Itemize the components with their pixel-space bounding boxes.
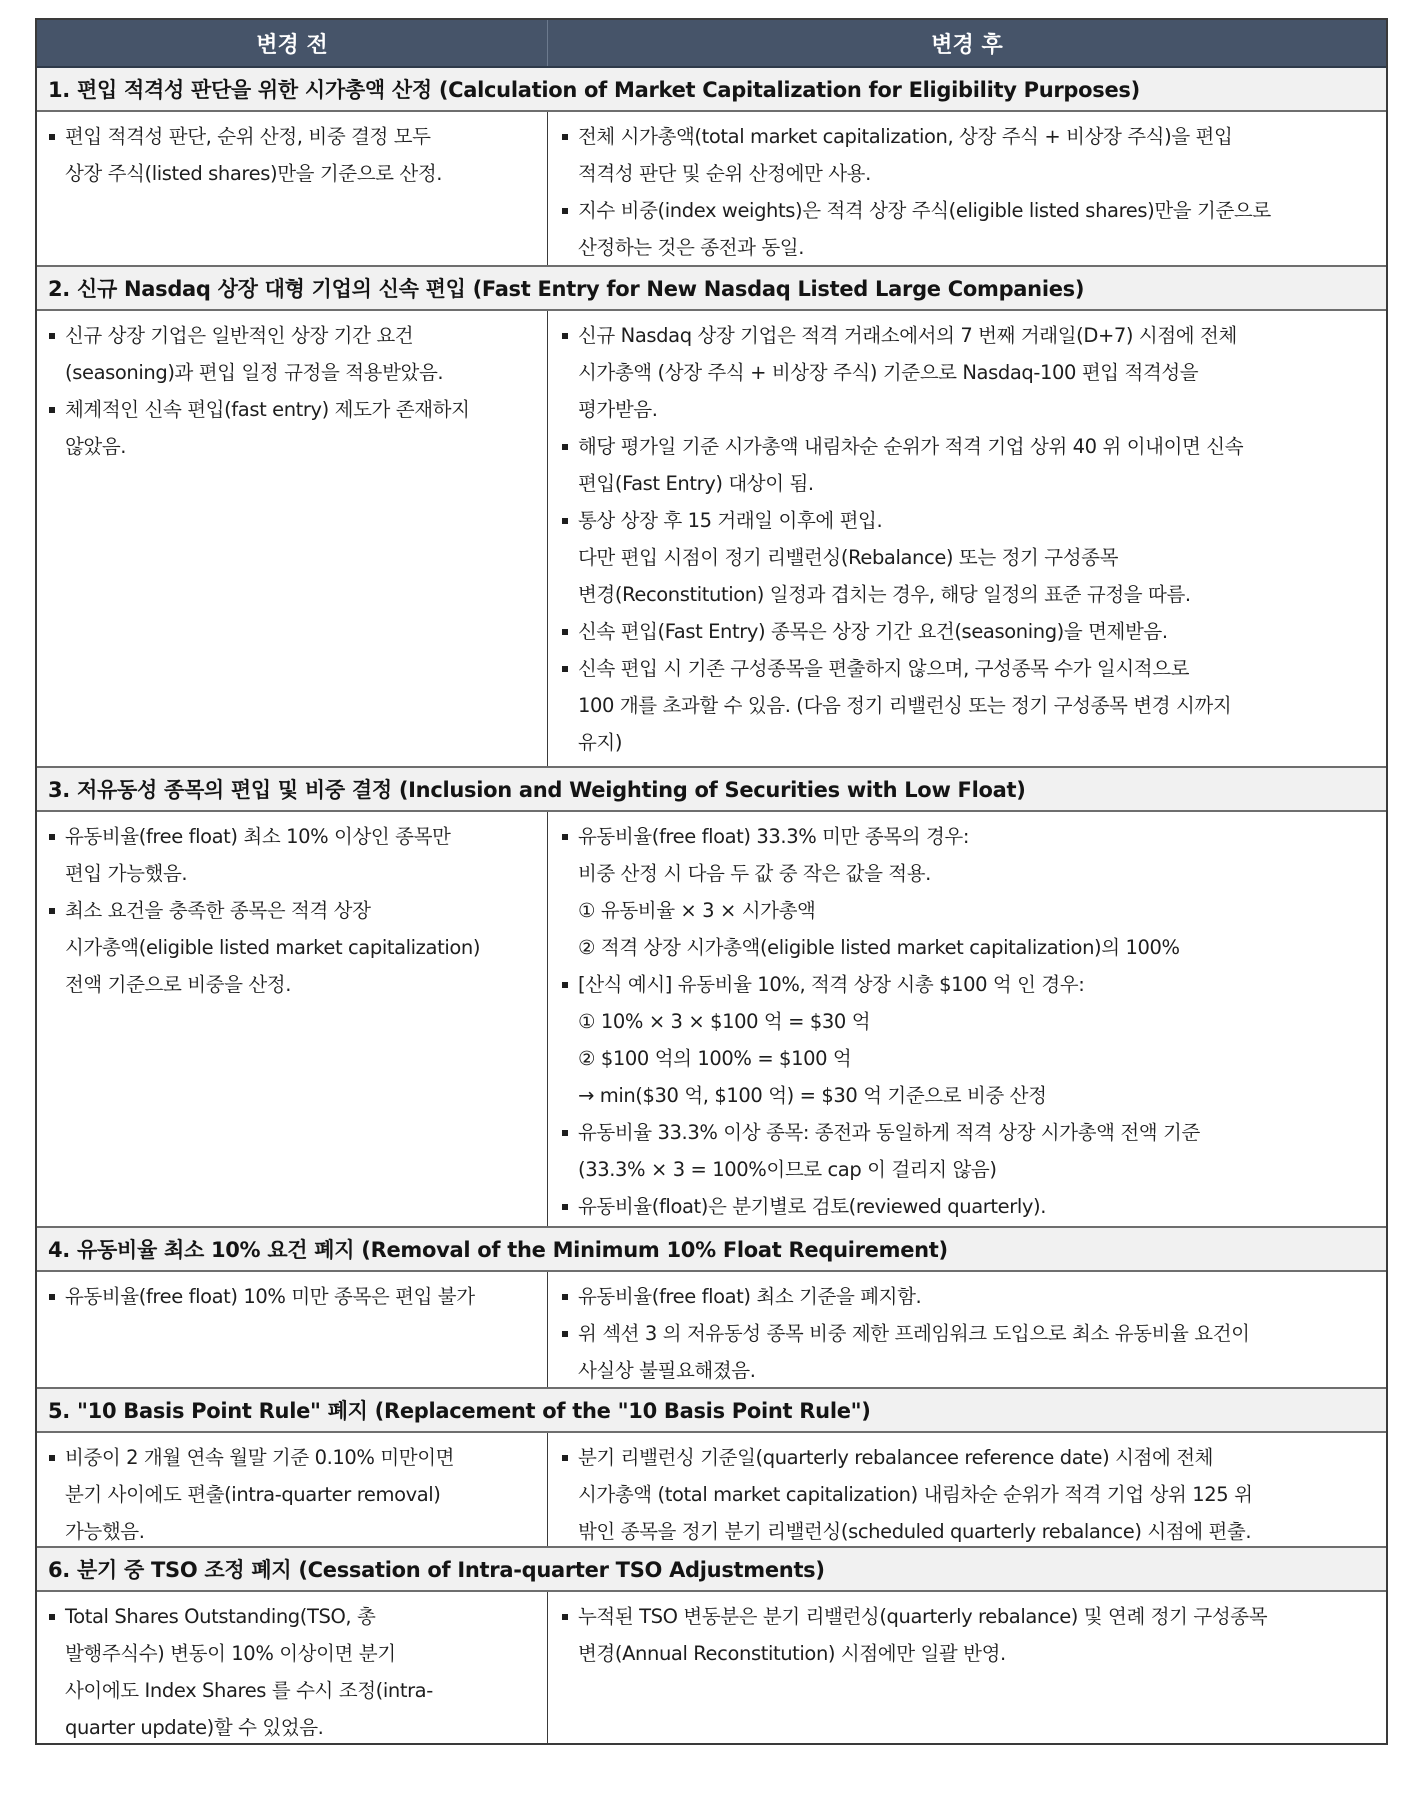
bullet-item xyxy=(560,818,1378,966)
bullet-line: 밖인 종목을 정기 분기 리밸런싱(scheduled quarterly rebalance) 시점에 편출. xyxy=(578,1520,1252,1543)
header-after: 변경 후 xyxy=(931,32,1003,58)
bullet-list xyxy=(47,1439,539,1550)
header-before: 변경 전 xyxy=(37,20,548,66)
section-title: 4. 유동비율 최소 10% 요건 폐지 (Removal of the Minimum 10% Float Requirement) xyxy=(37,1228,1386,1272)
bullet-line: 사실상 불필요해졌음. xyxy=(578,1359,756,1382)
bullet-item xyxy=(47,391,539,465)
section-row xyxy=(37,1272,1386,1389)
bullet-line: 유동비율(free float) 33.3% 미만 종목의 경우: xyxy=(578,825,969,848)
before-cell xyxy=(37,112,548,265)
bullet-list xyxy=(560,818,1378,1225)
bullet-item xyxy=(560,1188,1378,1225)
bullet-list xyxy=(47,818,539,1003)
bullet-line: 산정하는 것은 종전과 동일. xyxy=(578,236,805,259)
bullet-line: 않았음. xyxy=(65,435,127,458)
before-cell xyxy=(37,1272,548,1387)
bullet-list xyxy=(47,1278,539,1315)
bullet-item xyxy=(47,1439,539,1550)
bullet-line: 위 섹션 3 의 저유동성 종목 비중 제한 프레임워크 도입으로 최소 유동비율 요건이 xyxy=(578,1322,1250,1345)
bullet-item xyxy=(560,502,1378,613)
bullet-list xyxy=(560,1598,1378,1672)
after-cell xyxy=(548,311,1386,766)
section-row xyxy=(37,812,1386,1228)
bullet-line: 최소 요건을 충족한 종목은 적격 상장 xyxy=(65,899,371,922)
bullet-line: [산식 예시] 유동비율 10%, 적격 상장 시총 $100 억 인 경우: xyxy=(578,973,1085,996)
bullet-line: ① 유동비율 × 3 × 시가총액 xyxy=(578,899,816,922)
bullet-line: 다만 편입 시점이 정기 리밸런싱(Rebalance) 또는 정기 구성종목 xyxy=(578,546,1119,569)
bullet-line: 비중이 2 개월 연속 월말 기준 0.10% 미만이면 xyxy=(65,1446,455,1469)
bullet-line: 유동비율(free float) 최소 기준을 폐지함. xyxy=(578,1285,922,1308)
bullet-item xyxy=(560,1439,1378,1550)
bullet-line: 시가총액(eligible listed market capitalization) xyxy=(65,936,481,959)
bullet-line: ② $100 억의 100% = $100 억 xyxy=(578,1047,852,1070)
bullet-item xyxy=(47,1278,539,1315)
bullet-item xyxy=(560,1315,1378,1389)
bullet-line: 신규 Nasdaq 상장 기업은 적격 거래소에서의 7 번째 거래일(D+7) 시점에 전체 xyxy=(578,324,1237,347)
before-cell xyxy=(37,311,548,766)
bullet-line: 유지) xyxy=(578,731,623,754)
bullet-line: 유동비율 33.3% 이상 종목: 종전과 동일하게 적격 상장 시가총액 전액 기준 xyxy=(578,1121,1200,1144)
section-title: 5. "10 Basis Point Rule" 폐지 (Replacement of the "10 Basis Point Rule") xyxy=(37,1389,1386,1433)
section-title: 2. 신규 Nasdaq 상장 대형 기업의 신속 편입 (Fast Entry for New Nasdaq Listed Large Companies) xyxy=(37,267,1386,311)
bullet-line: 누적된 TSO 변동분은 분기 리밸런싱(quarterly rebalance) 및 연례 정기 구성종목 xyxy=(578,1605,1268,1628)
bullet-item xyxy=(560,1114,1378,1188)
bullet-item xyxy=(47,118,539,192)
bullet-line: 분기 리밸런싱 기준일(quarterly rebalancee reference date) 시점에 전체 xyxy=(578,1446,1214,1469)
bullet-line: 변경(Reconstitution) 일정과 겹치는 경우, 해당 일정의 표준 규정을 따름. xyxy=(578,583,1191,606)
bullet-list xyxy=(47,317,539,465)
section-title: 6. 분기 중 TSO 조정 폐지 (Cessation of Intra-quarter TSO Adjustments) xyxy=(37,1548,1386,1592)
section-row xyxy=(37,1592,1386,1743)
bullet-line: 유동비율(float)은 분기별로 검토(reviewed quarterly). xyxy=(578,1195,1047,1218)
bullet-line: 시가총액 (상장 주식 + 비상장 주식) 기준으로 Nasdaq-100 편입 적격성을 xyxy=(578,361,1199,384)
bullet-line: 유동비율(free float) 최소 10% 이상인 종목만 xyxy=(65,825,451,848)
bullet-line: 전체 시가총액(total market capitalization, 상장 주식 + 비상장 주식)을 편입 xyxy=(578,125,1233,148)
bullet-list xyxy=(560,1278,1378,1389)
bullet-line: quarter update)할 수 있었음. xyxy=(65,1716,324,1739)
bullet-line: 적격성 판단 및 순위 산정에만 사용. xyxy=(578,162,871,185)
bullet-line: 가능했음. xyxy=(65,1520,145,1543)
bullet-item xyxy=(560,317,1378,428)
bullet-line: 분기 사이에도 편출(intra-quarter removal) xyxy=(65,1483,441,1506)
bullet-item xyxy=(560,192,1378,266)
bullet-line: 통상 상장 후 15 거래일 이후에 편입. xyxy=(578,509,883,532)
bullet-line: (33.3% × 3 = 100%이므로 cap 이 걸리지 않음) xyxy=(578,1158,997,1181)
bullet-line: 시가총액 (total market capitalization) 내림차순 순위가 적격 기업 상위 125 위 xyxy=(578,1483,1253,1506)
table-header xyxy=(37,20,1386,68)
section-title: 3. 저유동성 종목의 편입 및 비중 결정 (Inclusion and Weighting of Securities with Low Float) xyxy=(37,768,1386,812)
bullet-line: 지수 비중(index weights)은 적격 상장 주식(eligible listed shares)만을 기준으로 xyxy=(578,199,1271,222)
bullet-line: 신속 편입 시 기존 구성종목을 편출하지 않으며, 구성종목 수가 일시적으로 xyxy=(578,657,1190,680)
bullet-line: 해당 평가일 기준 시가총액 내림차순 순위가 적격 기업 상위 40 위 이내이면 신속 xyxy=(578,435,1244,458)
after-cell xyxy=(548,812,1386,1226)
bullet-line: 유동비율(free float) 10% 미만 종목은 편입 불가 xyxy=(65,1285,475,1308)
bullet-line: 편입(Fast Entry) 대상이 됨. xyxy=(578,472,814,495)
bullet-line: 발행주식수) 변동이 10% 이상이면 분기 xyxy=(65,1642,396,1665)
bullet-item xyxy=(560,613,1378,650)
bullet-line: 100 개를 초과할 수 있음. (다음 정기 리밸런싱 또는 정기 구성종목 변경 시까지 xyxy=(578,694,1232,717)
before-cell xyxy=(37,812,548,1226)
comparison-table xyxy=(35,18,1388,1745)
bullet-item xyxy=(560,428,1378,502)
bullet-line: 전액 기준으로 비중을 산정. xyxy=(65,973,292,996)
bullet-line: 변경(Annual Reconstitution) 시점에만 일괄 반영. xyxy=(578,1642,1006,1665)
bullet-list xyxy=(560,118,1378,266)
bullet-item xyxy=(560,1598,1378,1672)
bullet-item xyxy=(560,650,1378,761)
bullet-line: ① 10% × 3 × $100 억 = $30 억 xyxy=(578,1010,871,1033)
after-cell xyxy=(548,1592,1386,1743)
section-title: 1. 편입 적격성 판단을 위한 시가총액 산정 (Calculation of Market Capitalization for Eligibility Purposes) xyxy=(37,68,1386,112)
bullet-list xyxy=(47,1598,539,1746)
bullet-list xyxy=(560,1439,1378,1550)
bullet-line: 편입 적격성 판단, 순위 산정, 비중 결정 모두 xyxy=(65,125,431,148)
sections-container xyxy=(37,68,1386,1743)
bullet-item xyxy=(560,966,1378,1114)
bullet-list xyxy=(47,118,539,192)
bullet-list xyxy=(560,317,1378,761)
bullet-line: (seasoning)과 편입 일정 규정을 적용받았음. xyxy=(65,361,444,384)
bullet-line: 신속 편입(Fast Entry) 종목은 상장 기간 요건(seasoning)을 면제받음. xyxy=(578,620,1168,643)
bullet-line: 상장 주식(listed shares)만을 기준으로 산정. xyxy=(65,162,443,185)
bullet-line: 편입 가능했음. xyxy=(65,862,188,885)
before-cell xyxy=(37,1592,548,1743)
bullet-item xyxy=(47,317,539,391)
section-row xyxy=(37,112,1386,267)
bullet-line: Total Shares Outstanding(TSO, 총 xyxy=(65,1605,376,1628)
after-cell xyxy=(548,1272,1386,1387)
bullet-line: → min($30 억, $100 억) = $30 억 기준으로 비중 산정 xyxy=(578,1084,1047,1107)
section-row xyxy=(37,1433,1386,1548)
bullet-line: 사이에도 Index Shares 를 수시 조정(intra- xyxy=(65,1679,433,1702)
bullet-line: 비중 산정 시 다음 두 값 중 작은 값을 적용. xyxy=(578,862,931,885)
bullet-item xyxy=(560,1278,1378,1315)
bullet-line: ② 적격 상장 시가총액(eligible listed market capitalization)의 100% xyxy=(578,936,1180,959)
bullet-item xyxy=(47,892,539,1003)
bullet-line: 체계적인 신속 편입(fast entry) 제도가 존재하지 xyxy=(65,398,470,421)
bullet-line: 신규 상장 기업은 일반적인 상장 기간 요건 xyxy=(65,324,414,347)
bullet-item xyxy=(47,1598,539,1746)
bullet-item xyxy=(560,118,1378,192)
before-cell xyxy=(37,1433,548,1546)
after-cell xyxy=(548,112,1386,265)
section-row xyxy=(37,311,1386,768)
bullet-line: 평가받음. xyxy=(578,398,658,421)
after-cell xyxy=(548,1433,1386,1546)
bullet-item xyxy=(47,818,539,892)
